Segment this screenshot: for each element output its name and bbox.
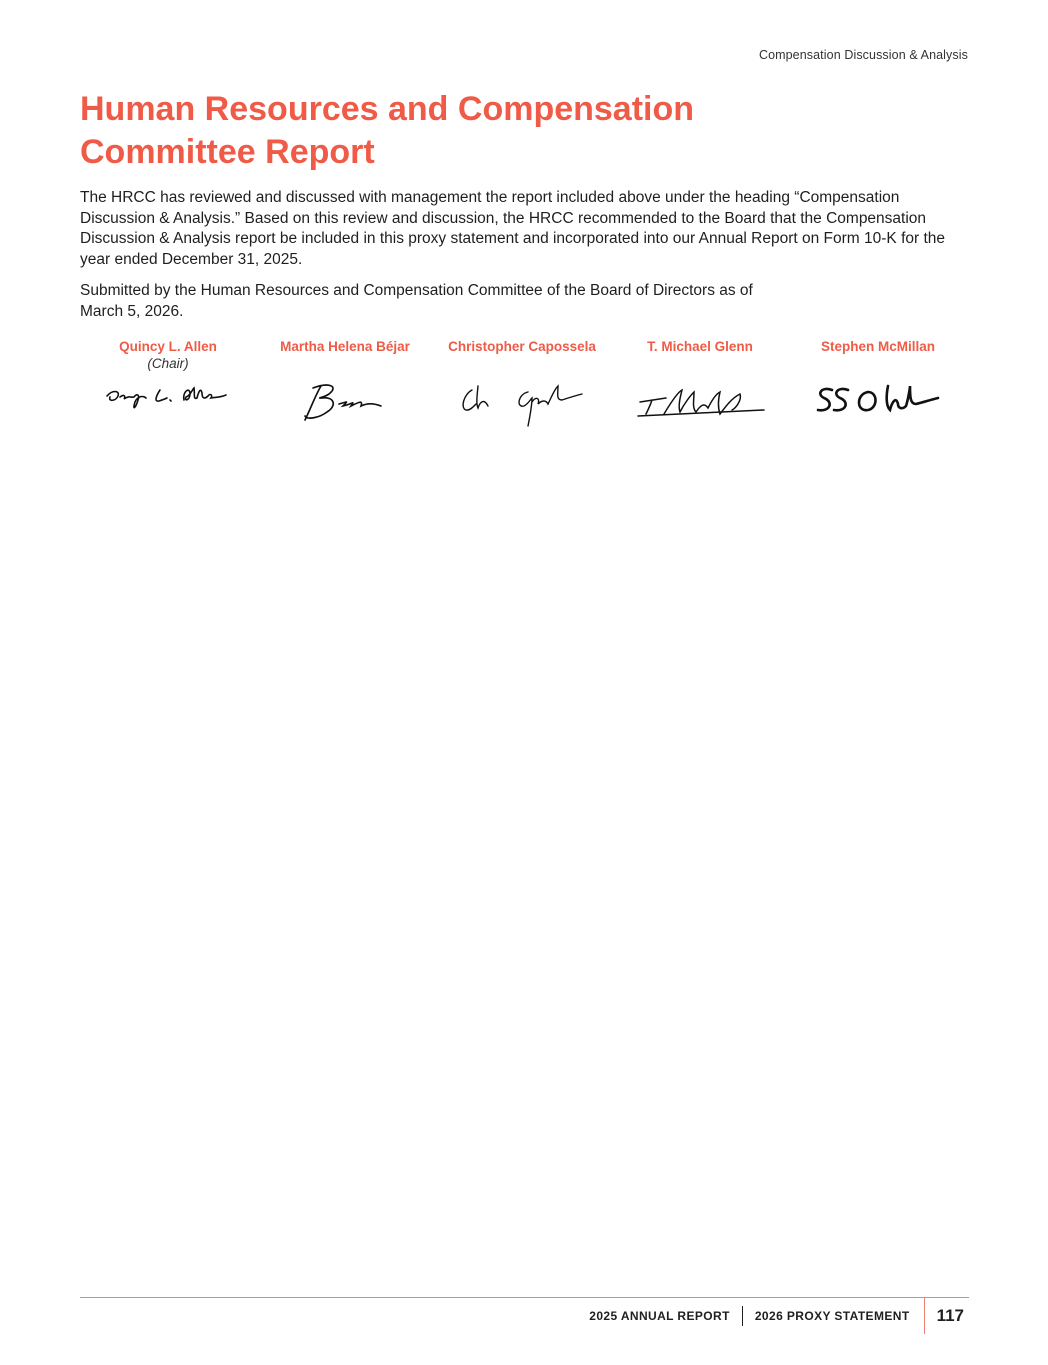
signature-block [80,338,972,438]
signature-michael-glenn [636,380,766,420]
title-line-2: Committee Report [80,133,375,171]
signer-quincy-allen [78,338,258,372]
page-footer [589,1298,968,1334]
footer-proxy-statement: 2026 PROXY STATEMENT [754,1309,910,1323]
signer-name: Quincy L. Allen [119,339,217,354]
report-paragraph: The HRCC has reviewed and discussed with management the report included above under the heading “Compensation Discussion & Analysis.” Based on this review and discussion, the HRCC recommended to the Board that the Compensation Discussion & Analysis report be included in this proxy statement and incorporated into our Annual Report on Form 10-K for the year ended December 31, 2025. [80,189,946,269]
submitted-by-line-2: March 5, 2026. [80,302,184,320]
signature-quincy-allen [104,380,230,416]
footer-annual-report: 2025 ANNUAL REPORT [589,1309,730,1323]
section-label: Compensation Discussion & Analysis [758,48,968,62]
signer-name: T. Michael Glenn [647,339,753,354]
submitted-by-line-1: Submitted by the Human Resources and Compensation Committee of the Board of Directors as of [80,282,753,299]
signature-christopher-capossela [458,380,588,430]
page-number: 117 [936,1306,964,1325]
submitted-by-paragraph [80,281,880,322]
signer-name: Stephen McMillan [820,339,935,354]
page-title [80,88,840,174]
signer-role: (Chair) [147,356,189,371]
signer-stephen-mcmillan [788,338,968,355]
footer-separator [742,1306,743,1326]
signer-martha-bejar [255,338,435,355]
signature-stephen-mcmillan [812,380,942,420]
signer-michael-glenn [610,338,790,355]
title-line-1: Human Resources and Compensation [80,90,695,128]
signer-name: Christopher Capossela [448,339,596,354]
signature-martha-bejar [299,380,395,424]
page-number-divider [924,1298,925,1334]
signer-christopher-capossela [432,338,612,355]
signer-name: Martha Helena Béjar [280,339,410,354]
